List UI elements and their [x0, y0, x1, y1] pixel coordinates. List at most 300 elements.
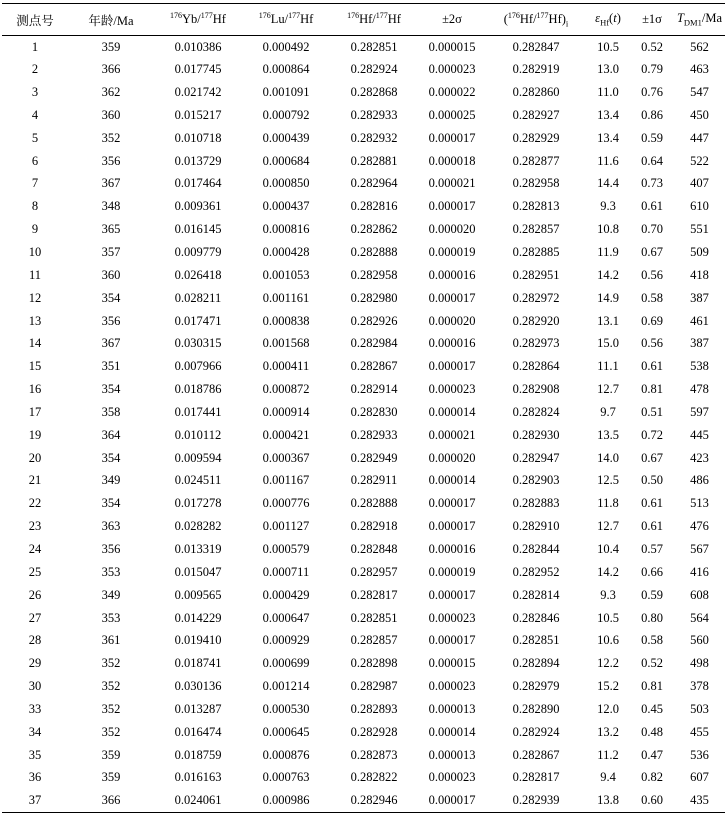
cell-tdm: 536 — [690, 747, 709, 762]
cell-point: 24 — [28, 541, 42, 556]
cell-err1s: 0.59 — [641, 130, 663, 145]
cell-hf-initial: 0.282817 — [512, 770, 560, 785]
cell-hf-ratio: 0.282964 — [350, 176, 398, 191]
cell-err2s: 0.000017 — [418, 789, 486, 812]
cell-yb-ratio: 0.016145 — [174, 222, 222, 237]
cell-yb-ratio: 0.007966 — [174, 359, 222, 374]
cell-yb-ratio: 0.013729 — [174, 153, 222, 168]
cell-yb-ratio: 0.017745 — [174, 62, 222, 77]
cell-age: 359 — [101, 770, 121, 785]
cell-hf-initial: 0.282877 — [512, 153, 560, 168]
cell-eps: 9.4 — [600, 770, 616, 785]
cell-lu-ratio: 0.000428 — [262, 245, 310, 260]
cell-hf-initial: 0.282860 — [512, 85, 560, 100]
cell-lu-ratio: 0.000929 — [262, 633, 310, 648]
cell-yb-ratio: 0.016474 — [174, 724, 222, 739]
cell-age: 352 — [101, 701, 121, 716]
cell-err1s: 0.80 — [641, 610, 663, 625]
cell-hf-ratio: 0.282957 — [350, 564, 398, 579]
cell-lu-ratio: 0.001167 — [262, 473, 310, 488]
cell-lu-ratio: 0.000645 — [262, 724, 310, 739]
cell-lu-ratio: 0.000872 — [262, 382, 310, 397]
cell-hf-initial: 0.282814 — [512, 587, 560, 602]
header-lu-ratio: $^{176}$Lu/$^{177}$Hf — [242, 4, 330, 36]
cell-lu-ratio: 0.000684 — [262, 153, 310, 168]
cell-point: 3 — [31, 85, 39, 100]
cell-err2s: 0.000019 — [428, 564, 476, 579]
cell-eps: 11.6 — [597, 153, 619, 168]
cell-err2s: 0.000019 — [428, 245, 476, 260]
cell-yb-ratio: 0.017278 — [174, 496, 222, 511]
cell-err2s: 0.000014 — [428, 404, 476, 419]
cell-hf-ratio: 0.282881 — [350, 153, 398, 168]
cell-eps: 11.9 — [597, 245, 619, 260]
cell-err1s: 0.64 — [641, 153, 663, 168]
cell-hf-ratio: 0.282946 — [330, 789, 418, 812]
cell-tdm: 445 — [690, 427, 709, 442]
cell-err1s: 0.79 — [641, 62, 663, 77]
cell-err2s: 0.000021 — [428, 427, 476, 442]
table-row — [2, 264, 725, 287]
cell-tdm: 478 — [690, 382, 709, 397]
cell-lu-ratio: 0.000492 — [262, 39, 310, 54]
cell-err2s: 0.000023 — [428, 382, 476, 397]
cell-age: 356 — [101, 541, 121, 556]
cell-eps: 10.8 — [597, 222, 619, 237]
header-age: 年龄/Ma — [68, 4, 154, 36]
cell-hf-ratio: 0.282987 — [350, 679, 398, 694]
cell-age: 357 — [101, 245, 121, 260]
cell-eps: 9.7 — [600, 404, 616, 419]
cell-eps: 13.0 — [597, 62, 619, 77]
table-row — [2, 218, 725, 241]
cell-hf-initial: 0.282846 — [512, 610, 560, 625]
cell-tdm: 551 — [690, 222, 709, 237]
cell-age: 356 — [101, 313, 121, 328]
cell-point: 29 — [28, 656, 42, 671]
cell-point: 34 — [28, 724, 42, 739]
cell-yb-ratio: 0.010112 — [174, 427, 222, 442]
cell-lu-ratio: 0.001091 — [262, 85, 310, 100]
cell-age: 367 — [101, 336, 121, 351]
cell-eps: 14.4 — [597, 176, 619, 191]
cell-eps: 12.5 — [597, 473, 619, 488]
cell-lu-ratio: 0.000429 — [262, 587, 310, 602]
cell-hf-ratio: 0.282822 — [350, 770, 398, 785]
cell-hf-initial: 0.282851 — [512, 633, 560, 648]
table-row — [2, 401, 725, 424]
cell-yb-ratio: 0.015217 — [174, 107, 222, 122]
cell-hf-initial: 0.282847 — [512, 39, 560, 54]
cell-hf-initial: 0.282947 — [512, 450, 560, 465]
table-row — [2, 173, 725, 196]
cell-lu-ratio: 0.000439 — [262, 130, 310, 145]
cell-err1s: 0.86 — [641, 107, 663, 122]
table-row — [2, 310, 725, 333]
cell-hf-ratio: 0.282873 — [350, 747, 398, 762]
cell-hf-initial: 0.282844 — [512, 541, 560, 556]
cell-age: 353 — [101, 564, 121, 579]
cell-err1s: 0.61 — [641, 359, 663, 374]
cell-lu-ratio: 0.000421 — [262, 427, 310, 442]
header-tdm: $T_{DM1}/Ma$ — [674, 4, 725, 36]
cell-hf-ratio: 0.282867 — [350, 359, 398, 374]
cell-lu-ratio: 0.000864 — [262, 62, 310, 77]
cell-hf-initial: 0.282919 — [512, 62, 560, 77]
cell-err1s: 0.67 — [641, 245, 663, 260]
cell-age: 359 — [101, 39, 121, 54]
cell-lu-ratio: 0.000699 — [262, 656, 310, 671]
cell-err1s: 0.47 — [641, 747, 663, 762]
cell-age: 354 — [101, 496, 121, 511]
cell-hf-ratio: 0.282862 — [350, 222, 398, 237]
cell-tdm: 538 — [690, 359, 709, 374]
cell-lu-ratio: 0.000876 — [262, 747, 310, 762]
cell-hf-initial: 0.282927 — [512, 107, 560, 122]
cell-err2s: 0.000016 — [428, 541, 476, 556]
cell-point: 13 — [28, 313, 42, 328]
cell-age: 352 — [101, 130, 121, 145]
cell-hf-ratio: 0.282933 — [350, 107, 398, 122]
cell-hf-initial: 0.282952 — [512, 564, 560, 579]
cell-point: 15 — [28, 359, 42, 374]
cell-err2s: 0.000015 — [428, 656, 476, 671]
cell-tdm: 416 — [690, 564, 709, 579]
cell-eps: 9.3 — [600, 587, 616, 602]
cell-point: 9 — [31, 222, 39, 237]
cell-yb-ratio: 0.018786 — [174, 382, 222, 397]
cell-point: 4 — [31, 107, 39, 122]
cell-hf-initial: 0.282972 — [512, 290, 560, 305]
table-row — [2, 675, 725, 698]
header-point: 测点号 — [2, 4, 68, 36]
cell-tdm: 407 — [690, 176, 709, 191]
cell-err1s: 0.72 — [641, 427, 663, 442]
cell-yb-ratio: 0.028282 — [174, 519, 222, 534]
cell-lu-ratio: 0.001053 — [262, 267, 310, 282]
cell-point: 23 — [28, 519, 42, 534]
cell-hf-ratio: 0.282928 — [350, 724, 398, 739]
cell-err2s: 0.000017 — [428, 587, 476, 602]
cell-err2s: 0.000023 — [428, 679, 476, 694]
cell-yb-ratio: 0.017441 — [174, 404, 222, 419]
cell-hf-initial: 0.282864 — [512, 359, 560, 374]
cell-err1s: 0.76 — [641, 85, 663, 100]
cell-err1s: 0.61 — [641, 496, 663, 511]
cell-eps: 13.4 — [597, 130, 619, 145]
cell-point: 22 — [28, 496, 42, 511]
cell-point: 8 — [31, 199, 39, 214]
cell-lu-ratio: 0.000437 — [262, 199, 310, 214]
cell-eps: 15.0 — [597, 336, 619, 351]
cell-lu-ratio: 0.000579 — [262, 541, 310, 556]
cell-age: 358 — [101, 404, 121, 419]
cell-point: 17 — [28, 404, 42, 419]
cell-err1s: 0.82 — [641, 770, 663, 785]
cell-err1s: 0.70 — [641, 222, 663, 237]
cell-age: 354 — [101, 382, 121, 397]
header-err1s: ±1σ — [630, 4, 674, 36]
cell-err1s: 0.67 — [641, 450, 663, 465]
table-row — [2, 195, 725, 218]
cell-point: 14 — [28, 336, 42, 351]
cell-lu-ratio: 0.000850 — [262, 176, 310, 191]
cell-age: 349 — [101, 473, 121, 488]
cell-age: 356 — [101, 153, 121, 168]
table-row — [2, 515, 725, 538]
cell-lu-ratio: 0.000986 — [242, 789, 330, 812]
cell-hf-ratio: 0.282888 — [350, 496, 398, 511]
table-row — [2, 287, 725, 310]
table-row — [2, 607, 725, 630]
table-row — [2, 492, 725, 515]
cell-yb-ratio: 0.016163 — [174, 770, 222, 785]
header-hf-initial: $(^{176}Hf/^{177}Hf)_i$ — [486, 4, 586, 36]
cell-hf-ratio: 0.282898 — [350, 656, 398, 671]
cell-eps: 11.1 — [597, 359, 619, 374]
cell-tdm: 387 — [690, 290, 709, 305]
cell-hf-initial: 0.282958 — [512, 176, 560, 191]
cell-eps: 11.8 — [597, 496, 619, 511]
cell-hf-initial: 0.282910 — [512, 519, 560, 534]
cell-point: 6 — [31, 153, 39, 168]
cell-yb-ratio: 0.009779 — [174, 245, 222, 260]
cell-hf-initial: 0.282973 — [512, 336, 560, 351]
cell-age: 366 — [68, 789, 154, 812]
cell-err2s: 0.000017 — [428, 130, 476, 145]
cell-point: 10 — [28, 245, 42, 260]
cell-lu-ratio: 0.000792 — [262, 107, 310, 122]
table-row — [2, 538, 725, 561]
cell-lu-ratio: 0.000367 — [262, 450, 310, 465]
table-row — [2, 789, 725, 812]
cell-eps: 12.2 — [597, 656, 619, 671]
cell-hf-ratio: 0.282851 — [350, 610, 398, 625]
cell-yb-ratio: 0.010718 — [174, 130, 222, 145]
cell-age: 352 — [101, 724, 121, 739]
cell-point: 21 — [28, 473, 42, 488]
cell-hf-ratio: 0.282958 — [350, 267, 398, 282]
table-row — [2, 241, 725, 264]
cell-tdm: 463 — [690, 62, 709, 77]
cell-age: 353 — [101, 610, 121, 625]
cell-hf-initial: 0.282867 — [512, 747, 560, 762]
cell-eps: 14.0 — [597, 450, 619, 465]
cell-eps: 11.0 — [597, 85, 619, 100]
cell-point: 20 — [28, 450, 42, 465]
cell-hf-initial: 0.282908 — [512, 382, 560, 397]
cell-eps: 10.5 — [597, 39, 619, 54]
cell-lu-ratio: 0.000530 — [262, 701, 310, 716]
cell-age: 365 — [101, 222, 121, 237]
cell-err1s: 0.81 — [641, 679, 663, 694]
cell-yb-ratio: 0.026418 — [174, 267, 222, 282]
cell-hf-initial: 0.282930 — [512, 427, 560, 442]
cell-yb-ratio: 0.009594 — [174, 450, 222, 465]
cell-eps: 14.2 — [597, 267, 619, 282]
header-row — [2, 4, 725, 36]
cell-err2s: 0.000016 — [428, 336, 476, 351]
cell-err2s: 0.000016 — [428, 267, 476, 282]
cell-age: 348 — [101, 199, 121, 214]
header-err2s: ±2σ — [418, 4, 486, 36]
cell-lu-ratio: 0.001161 — [262, 290, 310, 305]
cell-tdm: 447 — [690, 130, 709, 145]
cell-eps: 13.4 — [597, 107, 619, 122]
cell-yb-ratio: 0.013319 — [174, 541, 222, 556]
cell-lu-ratio: 0.000647 — [262, 610, 310, 625]
cell-yb-ratio: 0.010386 — [174, 39, 222, 54]
table-row — [2, 470, 725, 493]
cell-yb-ratio: 0.014229 — [174, 610, 222, 625]
table-row — [2, 150, 725, 173]
cell-hf-ratio: 0.282868 — [350, 85, 398, 100]
cell-age: 351 — [101, 359, 121, 374]
cell-age: 364 — [101, 427, 121, 442]
cell-yb-ratio: 0.009565 — [174, 587, 222, 602]
cell-tdm: 607 — [690, 770, 709, 785]
cell-err1s: 0.45 — [641, 701, 663, 716]
cell-tdm: 567 — [690, 541, 709, 556]
cell-err1s: 0.59 — [641, 587, 663, 602]
cell-tdm: 560 — [690, 633, 709, 648]
cell-tdm: 547 — [690, 85, 709, 100]
cell-hf-ratio: 0.282830 — [350, 404, 398, 419]
cell-err2s: 0.000023 — [428, 62, 476, 77]
cell-eps: 11.2 — [597, 747, 619, 762]
cell-err2s: 0.000013 — [428, 701, 476, 716]
cell-err1s: 0.48 — [641, 724, 663, 739]
cell-point: 16 — [28, 382, 42, 397]
cell-hf-ratio: 0.282817 — [350, 587, 398, 602]
cell-hf-ratio: 0.282816 — [350, 199, 398, 214]
cell-err1s: 0.61 — [641, 199, 663, 214]
cell-age: 363 — [101, 519, 121, 534]
cell-err2s: 0.000017 — [428, 199, 476, 214]
cell-point: 25 — [28, 564, 42, 579]
cell-hf-ratio: 0.282888 — [350, 245, 398, 260]
cell-yb-ratio: 0.030136 — [174, 679, 222, 694]
cell-err1s: 0.61 — [641, 519, 663, 534]
cell-eps: 13.8 — [586, 789, 630, 812]
cell-point: 19 — [28, 427, 42, 442]
cell-err2s: 0.000020 — [428, 222, 476, 237]
cell-err1s: 0.58 — [641, 633, 663, 648]
cell-err2s: 0.000014 — [428, 724, 476, 739]
cell-point: 12 — [28, 290, 42, 305]
cell-tdm: 562 — [690, 39, 709, 54]
cell-yb-ratio: 0.018741 — [174, 656, 222, 671]
cell-err1s: 0.57 — [641, 541, 663, 556]
cell-point: 5 — [31, 130, 39, 145]
cell-tdm: 503 — [690, 701, 709, 716]
cell-lu-ratio: 0.000914 — [262, 404, 310, 419]
cell-err1s: 0.58 — [641, 290, 663, 305]
cell-eps: 13.1 — [597, 313, 619, 328]
table-row — [2, 698, 725, 721]
cell-tdm: 455 — [690, 724, 709, 739]
table-row — [2, 58, 725, 81]
cell-err1s: 0.52 — [641, 656, 663, 671]
cell-tdm: 435 — [674, 789, 725, 812]
cell-hf-ratio: 0.282933 — [350, 427, 398, 442]
cell-err1s: 0.52 — [641, 39, 663, 54]
cell-tdm: 498 — [690, 656, 709, 671]
cell-err1s: 0.66 — [641, 564, 663, 579]
cell-tdm: 486 — [690, 473, 709, 488]
cell-yb-ratio: 0.021742 — [174, 85, 222, 100]
cell-point: 7 — [31, 176, 39, 191]
cell-lu-ratio: 0.000816 — [262, 222, 310, 237]
cell-err2s: 0.000017 — [428, 290, 476, 305]
cell-point: 11 — [28, 267, 42, 282]
cell-tdm: 450 — [690, 107, 709, 122]
cell-eps: 10.5 — [597, 610, 619, 625]
table-row — [2, 378, 725, 401]
cell-hf-ratio: 0.282932 — [350, 130, 398, 145]
cell-yb-ratio: 0.017464 — [174, 176, 222, 191]
cell-lu-ratio: 0.001127 — [262, 519, 310, 534]
cell-tdm: 423 — [690, 450, 709, 465]
cell-err2s: 0.000020 — [428, 313, 476, 328]
cell-hf-initial: 0.282979 — [512, 679, 560, 694]
cell-hf-ratio: 0.282984 — [350, 336, 398, 351]
cell-err1s: 0.56 — [641, 336, 663, 351]
cell-lu-ratio: 0.000776 — [262, 496, 310, 511]
cell-tdm: 509 — [690, 245, 709, 260]
cell-tdm: 522 — [690, 153, 709, 168]
cell-eps: 12.0 — [597, 701, 619, 716]
cell-age: 360 — [101, 107, 121, 122]
cell-tdm: 608 — [690, 587, 709, 602]
cell-hf-initial: 0.282924 — [512, 724, 560, 739]
hf-isotope-table — [2, 3, 725, 813]
cell-age: 359 — [101, 747, 121, 762]
cell-err2s: 0.000017 — [428, 633, 476, 648]
cell-err2s: 0.000017 — [428, 496, 476, 511]
cell-eps: 13.5 — [597, 427, 619, 442]
cell-eps: 12.7 — [597, 519, 619, 534]
table-row — [2, 81, 725, 104]
cell-err2s: 0.000020 — [428, 450, 476, 465]
table-row — [2, 629, 725, 652]
cell-hf-initial: 0.282813 — [512, 199, 560, 214]
header-eps: $\varepsilon_{Hf}(t)$ — [586, 4, 630, 36]
cell-hf-ratio: 0.282924 — [350, 62, 398, 77]
table-row — [2, 652, 725, 675]
cell-tdm: 513 — [690, 496, 709, 511]
header-hf-ratio: $^{176}$Hf/$^{177}$Hf — [330, 4, 418, 36]
cell-yb-ratio: 0.028211 — [174, 290, 222, 305]
cell-tdm: 378 — [690, 679, 709, 694]
cell-point: 28 — [28, 633, 42, 648]
cell-hf-ratio: 0.282914 — [350, 382, 398, 397]
cell-hf-ratio: 0.282926 — [350, 313, 398, 328]
cell-hf-ratio: 0.282949 — [350, 450, 398, 465]
cell-err1s: 0.51 — [641, 404, 663, 419]
table-row — [2, 104, 725, 127]
cell-lu-ratio: 0.001568 — [262, 336, 310, 351]
cell-lu-ratio: 0.000763 — [262, 770, 310, 785]
cell-hf-initial: 0.282894 — [512, 656, 560, 671]
cell-err1s: 0.50 — [641, 473, 663, 488]
cell-hf-initial: 0.282929 — [512, 130, 560, 145]
cell-hf-ratio: 0.282857 — [350, 633, 398, 648]
cell-hf-initial: 0.282824 — [512, 404, 560, 419]
cell-eps: 14.9 — [597, 290, 619, 305]
cell-lu-ratio: 0.000711 — [262, 564, 310, 579]
cell-err2s: 0.000022 — [428, 85, 476, 100]
